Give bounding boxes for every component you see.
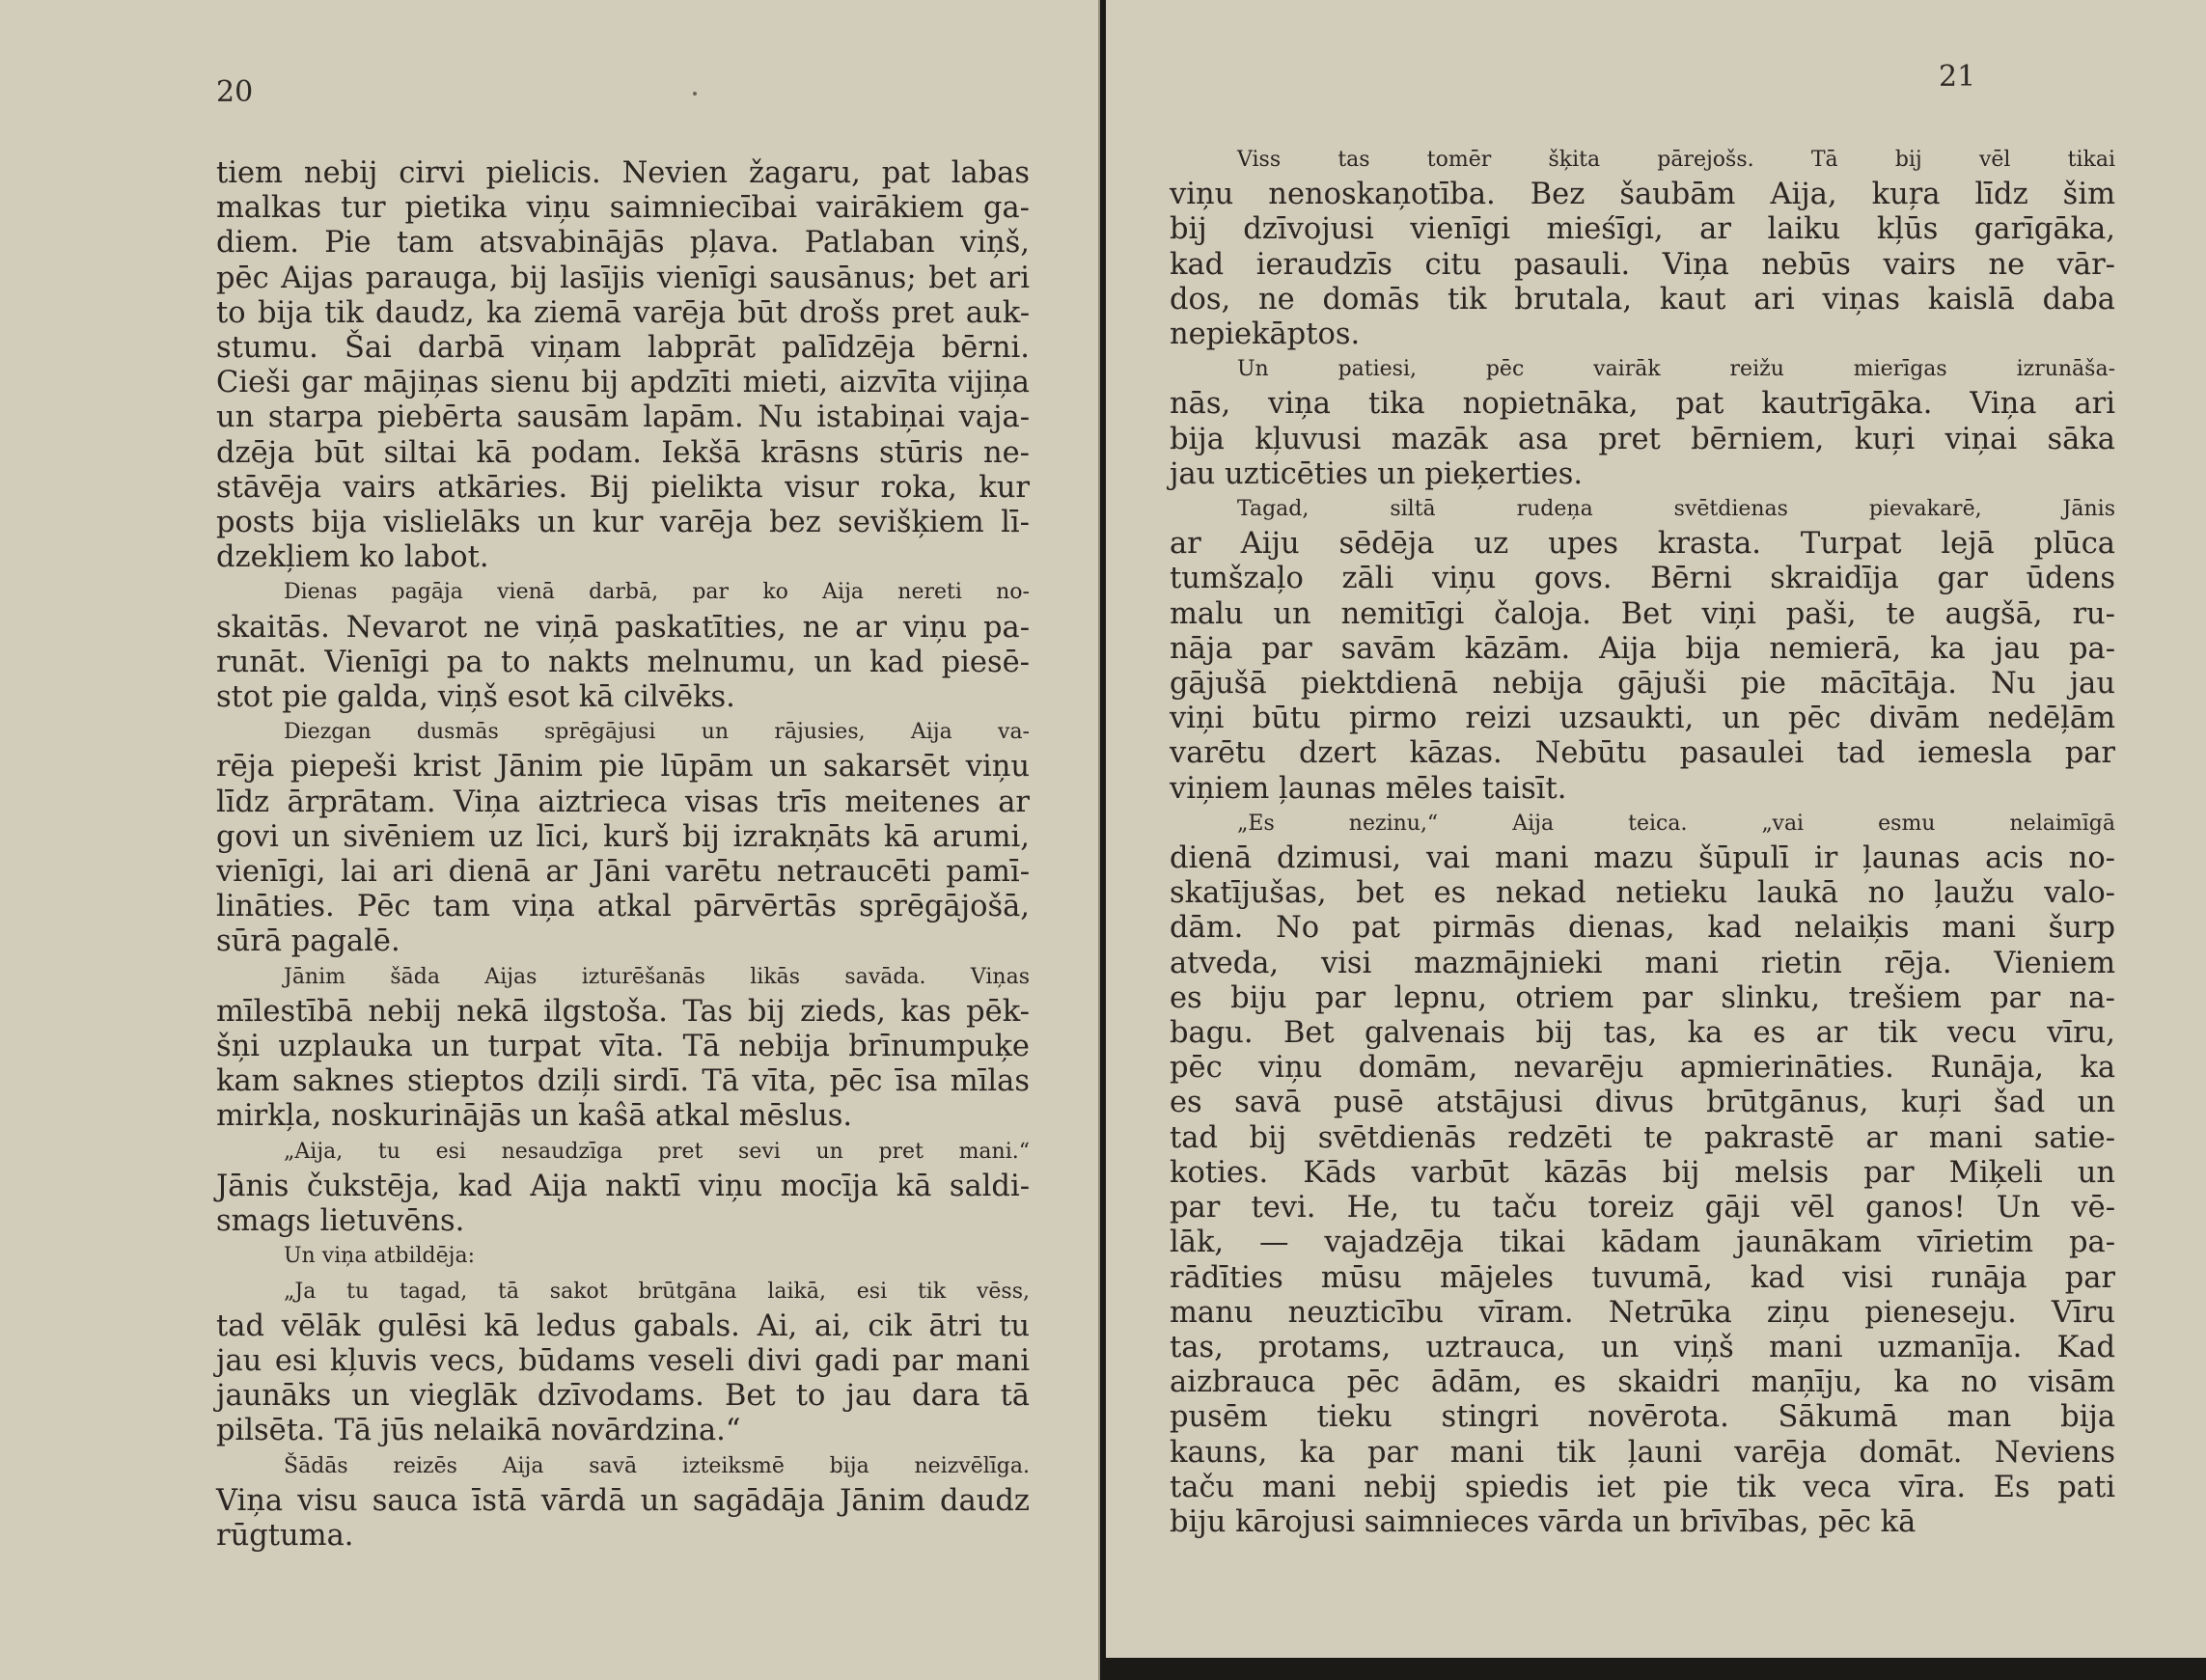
paragraph xyxy=(1170,492,2115,807)
text-line: koties. Kāds varbūt kāzās bij melsis par Miķeli un xyxy=(1170,1155,2115,1190)
paragraph xyxy=(216,1135,1030,1240)
text-line: tas, protams, uztrauca, un viņš mani uzmanīja. Kad xyxy=(1170,1330,2115,1364)
text-line: kam saknes stieptos dziļi sirdī. Tā vīta, pēc īsa mīlas xyxy=(216,1064,1030,1099)
text-line: runāt. Vienīgi pa to nakts melnumu, un kad piesē- xyxy=(216,645,1030,679)
page-number-right: 21 xyxy=(1939,60,1976,94)
text-line: mirkļa, noskurinājās un kaŝā atkal mēslus. xyxy=(216,1099,853,1134)
text-line: lāk, — vajadzēja tikai kādam jaunākam vīrietim pa- xyxy=(1170,1226,2115,1260)
text-line: nāja par savām kāzām. Aija bija nemierā, ka jau pa- xyxy=(1170,631,2115,666)
text-line: Dienas pagāja vienā darbā, par ko Aija nereti no- xyxy=(284,580,1030,605)
text-line: Jānis čukstēja, kad Aija naktī viņu mocīja kā saldi- xyxy=(216,1169,1030,1203)
text-line: gājušā piektdienā nebija gājuši pie mācītāja. Nu jau xyxy=(1170,667,2115,702)
text-line: vienīgi, lai ari dienā ar Jāni varētu netraucēti pamī- xyxy=(216,855,1030,890)
right-page xyxy=(1106,0,2206,1658)
text-line: jau esi kļuvis vecs, būdams veseli divi gadi par mani xyxy=(216,1343,1030,1378)
text-line: Cieši gar mājiņas sienu bij apdzīti mieti, aizvīta vijiņa xyxy=(216,366,1030,400)
text-line: Viss tas tomēr šķita pārejošs. Tā bij vēl tikai xyxy=(1237,148,2115,172)
text-line: stumu. Šai darbā viņam labprāt palīdzēja bērni. xyxy=(216,331,1030,366)
text-line: nepiekāptos. xyxy=(1170,317,1361,352)
text-line: es biju par lepnu, otriem par slinku, trešiem par na- xyxy=(1170,980,2115,1015)
text-line: viņiem ļaunas mēles taisīt. xyxy=(1170,771,1567,806)
text-line: malu un nemitīgi čaloja. Bet viņi paši, te augšā, ru- xyxy=(1170,596,2115,631)
text-line: „Ja tu tagad, tā sakot brūtgāna laikā, esi tik vēss, xyxy=(284,1279,1030,1304)
text-line: mīlestībā nebij nekā ilgstoša. Tas bij zieds, kas pēk- xyxy=(216,994,1030,1029)
text-line: dos, ne domās tik brutala, kaut ari viņas kaislā daba xyxy=(1170,282,2115,317)
paragraph xyxy=(1170,807,2115,1540)
text-line: kad ieraudzīs citu pasauli. Viņa nebūs vairs ne vār- xyxy=(1170,247,2115,282)
text-line: diem. Pie tam atsvabinājās pļava. Patlaban viņš, xyxy=(216,226,1030,261)
paper-speck xyxy=(693,92,697,96)
text-line: govi un sivēniem uz līci, kurš bij izrakņāts kā arumi, xyxy=(216,819,1030,854)
text-line: atveda, visi mazmājnieki mani rietin rēja. Vieniem xyxy=(1170,946,2115,980)
text-line: pusēm tieku stingri novērota. Sākumā man bija xyxy=(1170,1400,2115,1435)
left-page xyxy=(0,0,1100,1680)
text-line: šņi uzplauka un turpat vīta. Tā nebija brīnumpuķe xyxy=(216,1030,1030,1064)
text-line: viņu nenoskaņotība. Bez šaubām Aija, kuŗa līdz šim xyxy=(1170,178,2115,212)
text-line: rēja piepeši krist Jānim pie lūpām un sakarsēt viņu xyxy=(216,750,1030,785)
left-page-body xyxy=(216,156,1030,1554)
text-line: Diezgan dusmās sprēgājusi un rājusies, Aija va- xyxy=(284,720,1030,745)
text-line: biju kārojusi saimnieces vārda un brīvības, pēc kā xyxy=(1170,1504,1916,1539)
paragraph xyxy=(216,960,1030,1135)
text-line: rādīties mūsu mājeles tuvumā, kad visi runāja par xyxy=(1170,1260,2115,1295)
text-line: jaunāks un vieglāk dzīvodams. Bet to jau dara tā xyxy=(216,1379,1030,1414)
text-line: ar Aiju sēdēja uz upes krasta. Turpat lejā plūca xyxy=(1170,527,2115,562)
text-line: Viņa visu sauca īstā vārdā un sagādāja Jānim daudz xyxy=(216,1483,1030,1518)
text-line: manu neuzticību vīram. Netrūka ziņu pieneseju. Vīru xyxy=(1170,1295,2115,1330)
text-line: „Aija, tu esi nesaudzīga pret sevi un pret mani.“ xyxy=(284,1139,1030,1164)
text-line: un starpa piebērta sausām lapām. Nu istabiņai vaja- xyxy=(216,400,1030,435)
text-line: jau uzticēties un pieķerties. xyxy=(1170,456,1584,491)
paragraph xyxy=(216,1449,1030,1555)
text-line: nās, viņa tika nopietnāka, pat kautrīgāka. Viņa ari xyxy=(1170,387,2115,422)
paragraph xyxy=(216,156,1030,575)
text-line: sūrā pagalē. xyxy=(216,924,400,959)
text-line: tiem nebij cirvi pielicis. Nevien žagaru, pat labas xyxy=(216,156,1030,190)
text-line: par tevi. He, tu taču toreiz gāji vēl ganos! Un vē- xyxy=(1170,1191,2115,1226)
text-line: dzekļiem ko labot. xyxy=(216,540,489,575)
text-line: dām. No pat pirmās dienas, kad nelaiķis mani šurp xyxy=(1170,911,2115,946)
text-line: dzēja būt siltai kā podam. Iekšā krāsns stūris ne- xyxy=(216,435,1030,470)
text-line: Un patiesi, pēc vairāk reižu mierīgas izrunāša- xyxy=(1237,357,2115,382)
text-line: taču mani nebij spiedis iet pie tik veca vīra. Es pati xyxy=(1170,1470,2115,1504)
text-line: smags lietuvēns. xyxy=(216,1204,465,1239)
text-line: Tagad, siltā rudeņa svētdienas pievakarē, Jānis xyxy=(1237,497,2115,522)
text-line: posts bija vislielāks un kur varēja bez sevišķiem lī- xyxy=(216,506,1030,540)
text-line: Jānim šāda Aijas izturēšanās likās savāda. Viņas xyxy=(284,964,1030,989)
text-line: bij dzīvojusi vienīgi mieśīgi, ar laiku kļūs garīgāka, xyxy=(1170,212,2115,247)
paragraph xyxy=(216,715,1030,959)
text-line: skatījušas, bet es nekad netieku laukā no ļaužu valo- xyxy=(1170,876,2115,911)
text-line: tad vēlāk gulēsi kā ledus gabals. Ai, ai, cik ātri tu xyxy=(216,1308,1030,1343)
text-line: līdz ārprātam. Viņa aiztrieca visas trīs meitenes ar xyxy=(216,785,1030,819)
text-line: pilsēta. Tā jūs nelaikā novārdzina.“ xyxy=(216,1414,741,1448)
text-line: to bija tik daudz, ka ziemā varēja būt drošs pret auk- xyxy=(216,295,1030,330)
paragraph xyxy=(216,1275,1030,1449)
text-line: stāvēja vairs atkāries. Bij pielikta visur roka, kur xyxy=(216,470,1030,505)
page-number-left: 20 xyxy=(216,75,254,109)
text-line: tumšzaļo zāli viņu govs. Bērni skraidīja gar ūdens xyxy=(1170,562,2115,596)
text-line: skaitās. Nevarot ne viņā paskatīties, ne ar viņu pa- xyxy=(216,610,1030,645)
paragraph xyxy=(1170,352,2115,492)
text-line: es savā pusē atstājusi divus brūtgānus, kuŗi šad un xyxy=(1170,1086,2115,1120)
text-line: varētu dzert kāzas. Nebūtu pasaulei tad iemesla par xyxy=(1170,736,2115,771)
text-line: pēc viņu domām, nevarēju apmierināties. Runāja, ka xyxy=(1170,1051,2115,1086)
text-line: kauns, ka par mani tik ļauni varēja domāt. Neviens xyxy=(1170,1435,2115,1470)
text-line: dienā dzimusi, vai mani mazu šūpulī ir ļaunas acis no- xyxy=(1170,841,2115,876)
text-line: bagu. Bet galvenais bij tas, ka es ar tik vecu vīru, xyxy=(1170,1016,2115,1051)
paragraph xyxy=(216,575,1030,715)
text-line: stot pie galda, viņš esot kā cilvēks. xyxy=(216,680,735,715)
text-line: malkas tur pietika viņu saimniecībai vairākiem ga- xyxy=(216,191,1030,226)
text-line: viņi būtu pirmo reizi uzsaukti, un pēc divām nedēļām xyxy=(1170,702,2115,736)
paragraph xyxy=(1170,143,2115,352)
text-line: „Es nezinu,“ Aija teica. „vai esmu nelaimīgā xyxy=(1237,811,2115,836)
text-line: pēc Aijas parauga, bij lasījis vienīgi sausānus; bet ari xyxy=(216,261,1030,295)
paragraph xyxy=(216,1239,1030,1274)
text-line: rūgtuma. xyxy=(216,1518,354,1553)
text-line: tad bij svētdienās redzēti te pakrastē ar mani satie- xyxy=(1170,1120,2115,1155)
text-line: Šādās reizēs Aija savā izteiksmē bija neizvēlīga. xyxy=(284,1453,1030,1478)
text-line: bija kļuvusi mazāk asa pret bērniem, kuŗi viņai sāka xyxy=(1170,422,2115,456)
text-line: Un viņa atbildēja: xyxy=(284,1244,476,1269)
text-line: lināties. Pēc tam viņa atkal pārvērtās sprēgājošā, xyxy=(216,890,1030,924)
right-page-body xyxy=(1170,143,2115,1540)
text-line: aizbrauca pēc ādām, es skaidri maņīju, ka no visām xyxy=(1170,1365,2115,1400)
